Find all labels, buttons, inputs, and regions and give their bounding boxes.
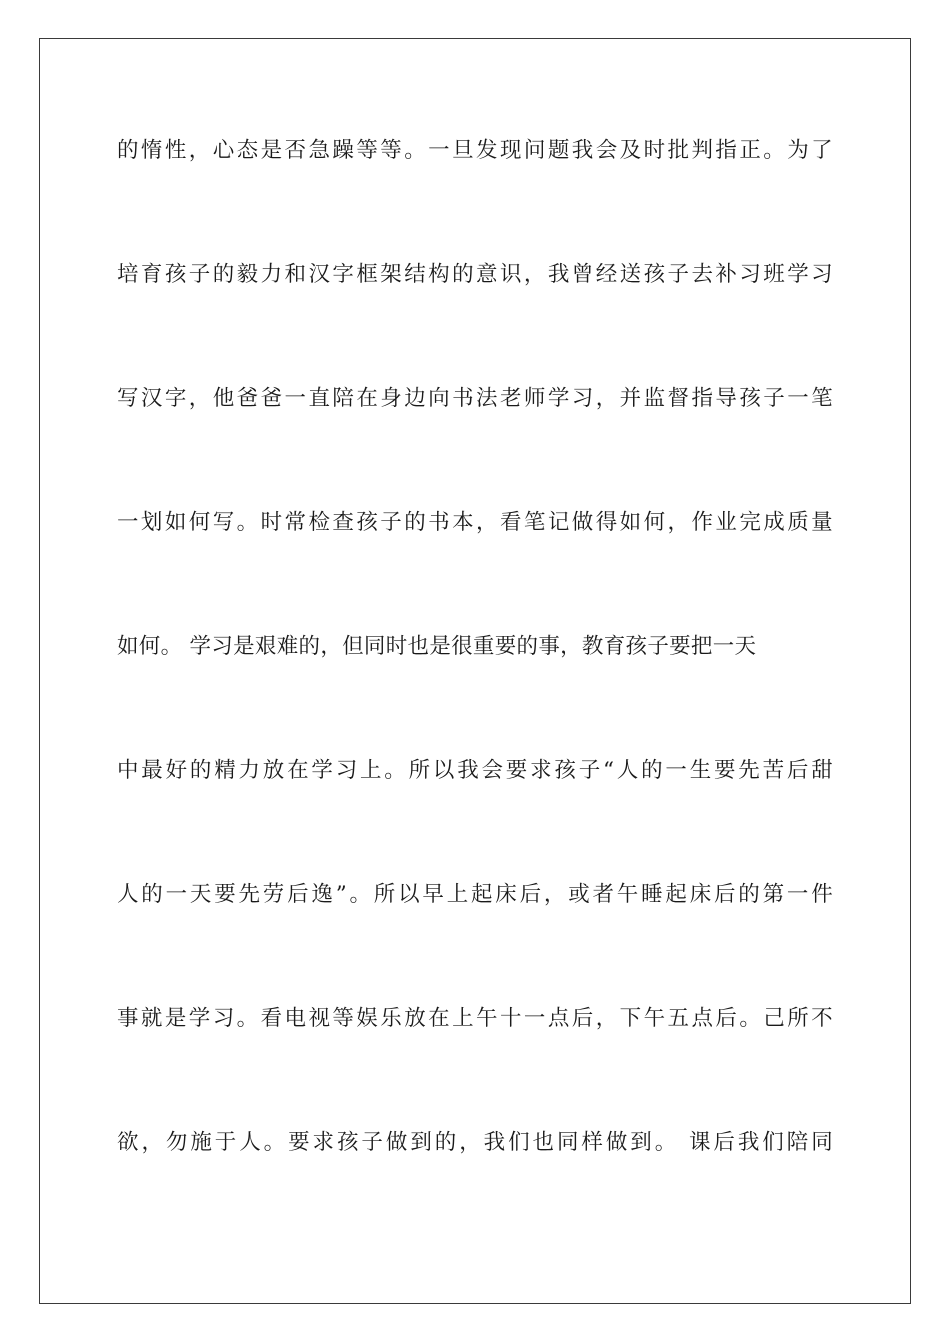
body-text-line: 一划如何写。时常检查孩子的书本，看笔记做得如何，作业完成质量 (117, 510, 833, 535)
body-text-line: 培育孩子的毅力和汉字框架结构的意识，我曾经送孩子去补习班学习 (117, 262, 833, 287)
body-text-line: 写汉字，他爸爸一直陪在身边向书法老师学习，并监督指导孩子一笔 (117, 386, 833, 411)
body-text-line: 欲，勿施于人。要求孩子做到的，我们也同样做到。 课后我们陪同 (117, 1130, 833, 1155)
body-text-line: 人的一天要先劳后逸”。所以早上起床后，或者午睡起床后的第一件 (117, 882, 833, 907)
body-text-line: 的惰性，心态是否急躁等等。一旦发现问题我会及时批判指正。为了 (117, 138, 833, 163)
body-text-line: 事就是学习。看电视等娱乐放在上午十一点后，下午五点后。己所不 (117, 1006, 833, 1031)
page-border (39, 38, 911, 1304)
body-text-line: 中最好的精力放在学习上。所以我会要求孩子“人的一生要先苦后甜 (117, 758, 833, 783)
body-text-line: 如何。 学习是艰难的，但同时也是很重要的事，教育孩子要把一天 (117, 634, 757, 659)
